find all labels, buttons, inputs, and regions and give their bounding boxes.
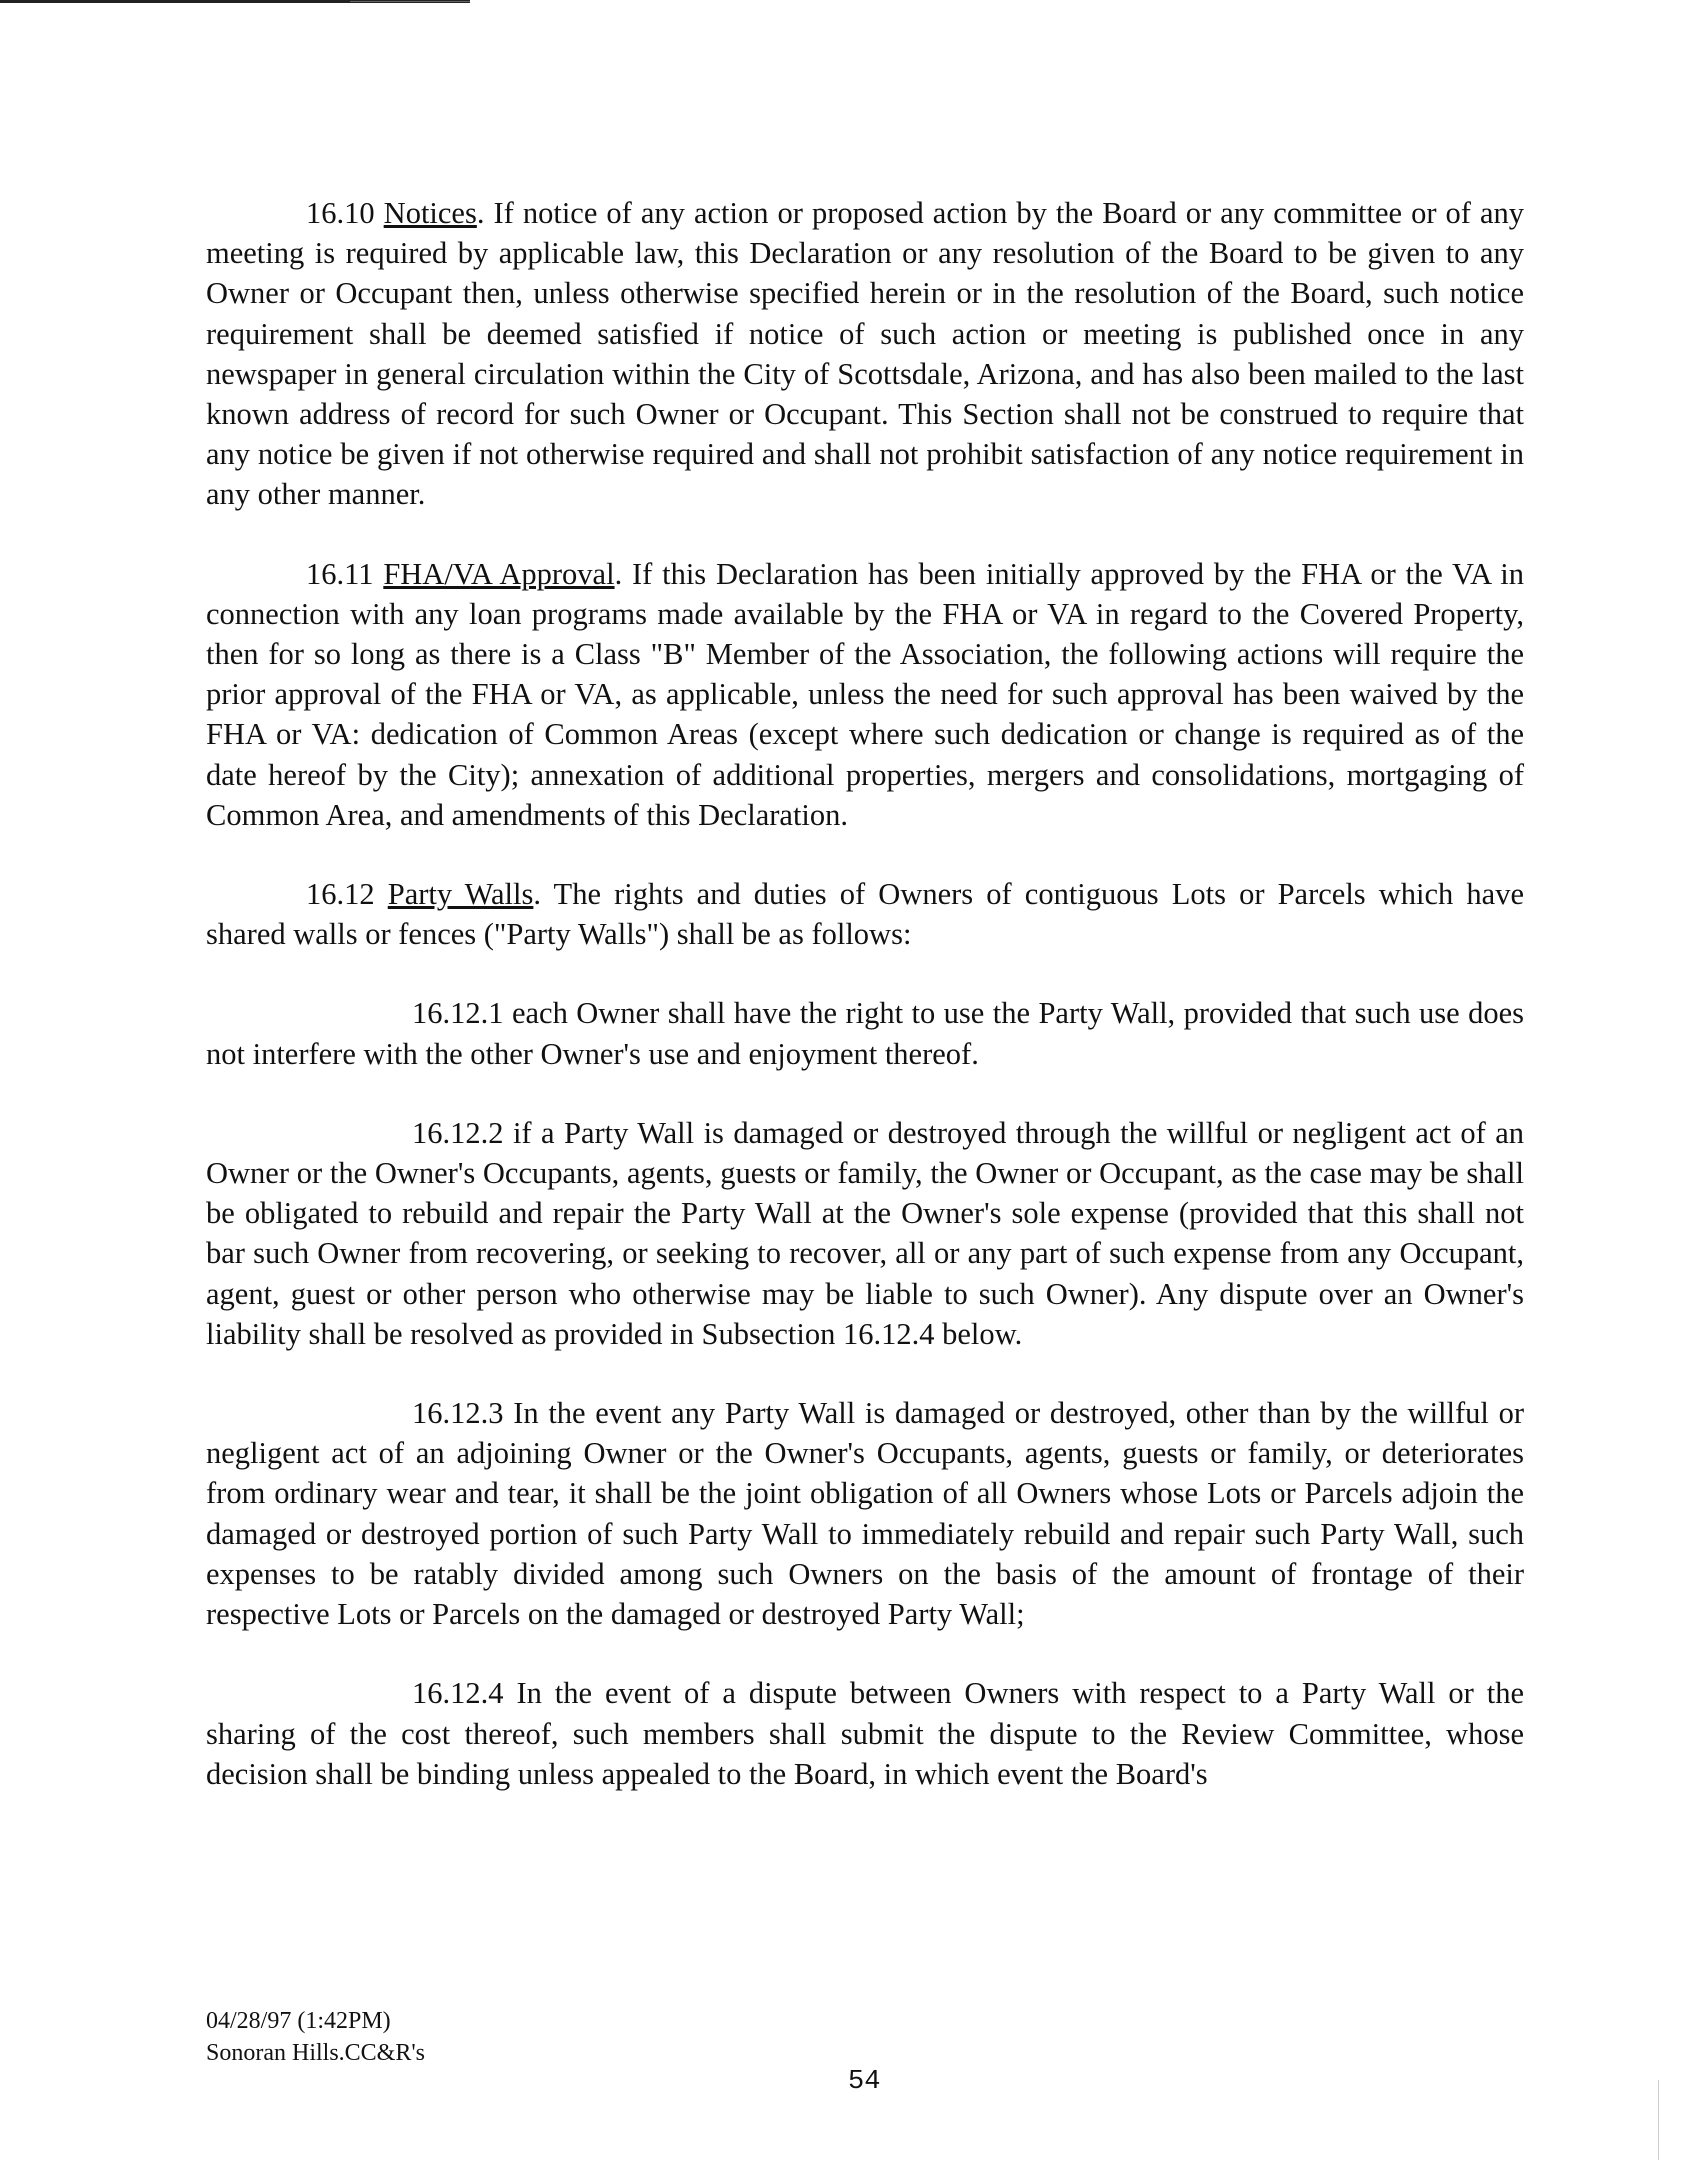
- section-16-12: [206, 874, 1524, 954]
- section-text: . The rights and duties of Owners of contiguous Lots or Parcels which have shared walls or fences ("Party Walls") shall be as follows:: [206, 877, 1524, 952]
- scan-edge-mark: [1658, 2080, 1659, 2160]
- section-text: . If notice of any action or proposed action by the Board or any committee or of any meeting is required by applicable law, this Declaration or any resolution of the Board to be given to any Owner or Occupant then, unless otherwise specified herein or in the resolution of the Board, such notice requirement shall be deemed satisfied if notice of such action or meeting is published once in any newspaper in general circulation within the City of Scottsdale, Arizona, and has also been mailed to the last known address of record for such Owner or Occupant. This Section shall not be construed to require that any notice be given if not otherwise required and shall not prohibit satisfaction of any notice requirement in any other manner.: [206, 196, 1525, 512]
- section-heading: Party Walls: [387, 877, 534, 912]
- subsection-number: 16.12.3: [412, 1396, 504, 1431]
- section-heading: FHA/VA Approval: [383, 556, 615, 591]
- page-number: 54: [848, 2067, 881, 2097]
- subsection-16-12-3: [206, 1393, 1524, 1634]
- footer-date: 04/28/97 (1:42PM): [206, 2008, 391, 2034]
- subsection-number: 16.12.1: [412, 996, 504, 1031]
- page-footer: [206, 2005, 425, 2069]
- subsection-text: In the event any Party Wall is damaged or destroyed, other than by the willful or negligent act of an adjoining Owner or the Owner's Occupants, agents, guests or family, or deteriorates from ordinary wear and tear, it shall be the joint obligation of all Owners whose Lots or Parcels adjoin the damaged or destroyed portion of such Party Wall to immediately rebuild and repair such Party Wall, such expenses to be ratably divided among such Owners on the basis of the amount of frontage of their respective Lots or Parcels on the damaged or destroyed Party Wall;: [206, 1396, 1525, 1632]
- subsection-16-12-2: [206, 1113, 1524, 1354]
- document-body: [206, 193, 1524, 1833]
- subsection-text: In the event of a dispute between Owners with respect to a Party Wall or the sharing of the cost thereof, such members shall submit the dispute to the Review Committee, whose decision shall be binding unless appealed to the Board, in which event the Board's: [206, 1676, 1525, 1791]
- subsection-number: 16.12.2: [412, 1115, 504, 1150]
- section-heading: Notices: [383, 196, 477, 230]
- section-16-10: [206, 193, 1524, 515]
- top-scan-rule-fragment: [350, 1, 470, 2]
- subsection-text: each Owner shall have the right to use the Party Wall, provided that such use does not interfere with the other Owner's use and enjoyment thereof.: [206, 996, 1525, 1071]
- section-number: 16.12: [306, 877, 375, 912]
- section-text: . If this Declaration has been initially approved by the FHA or the VA in connection with any loan programs made available by the FHA or VA in regard to the Covered Property, then for so long as there is a Class "B" Member of the Association, the following actions will require the prior approval of the FHA or VA, as applicable, unless the need for such approval has been waived by the FHA or VA: dedication of Common Areas (except where such dedication or change is required as of the date hereof by the City); annexation of additional properties, mergers and consolidations, mortgaging of Common Area, and amendments of this Declaration.: [206, 556, 1524, 832]
- section-number: 16.11: [306, 556, 374, 591]
- section-16-11: [206, 554, 1524, 835]
- section-number: 16.10: [306, 196, 375, 230]
- subsection-16-12-1: [206, 993, 1524, 1073]
- footer-filename: Sonoran Hills.CC&R's: [206, 2040, 426, 2066]
- subsection-16-12-4: [206, 1673, 1524, 1794]
- subsection-number: 16.12.4: [412, 1676, 504, 1711]
- subsection-text: if a Party Wall is damaged or destroyed through the willful or negligent act of an Owner or the Owner's Occupants, agents, guests or family, the Owner or Occupant, as the case may be shall be obligated to rebuild and repair the Party Wall at the Owner's sole expense (provided that this shall not bar such Owner from recovering, or seeking to recover, all or any part of such expense from any Occupant, agent, guest or other person who otherwise may be liable to such Owner). Any dispute over an Owner's liability shall be resolved as provided in Subsection 16.12.4 below.: [206, 1115, 1525, 1351]
